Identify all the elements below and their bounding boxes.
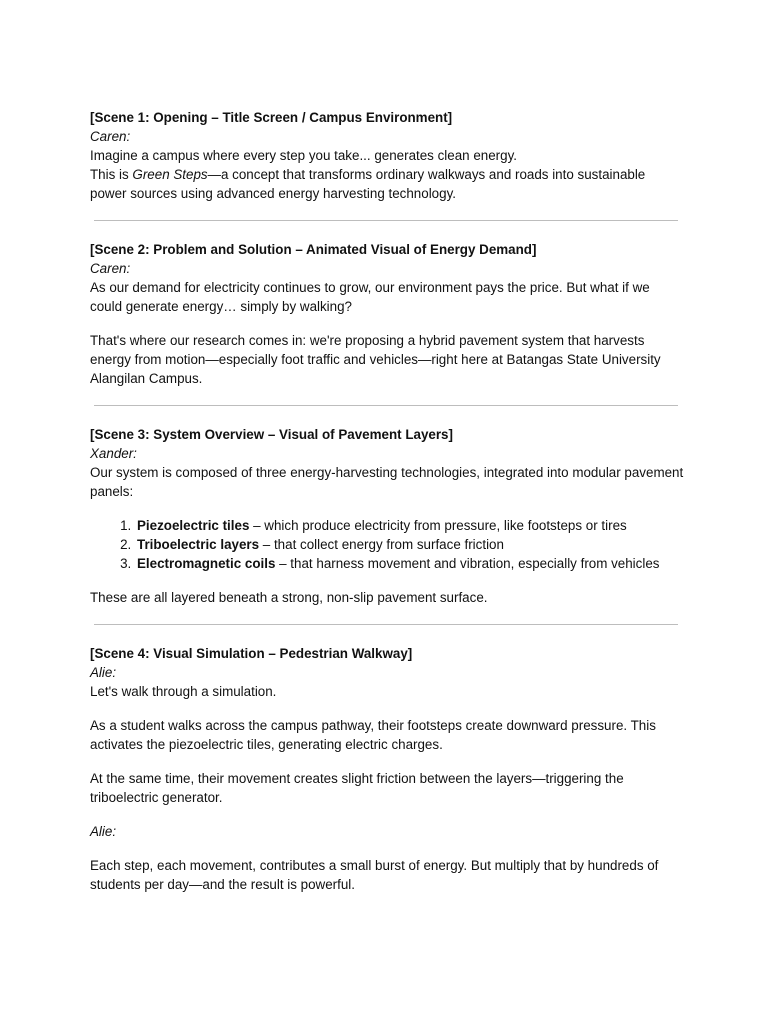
scene-1-speaker: Caren: xyxy=(90,129,131,144)
section-divider xyxy=(94,405,678,406)
list-item xyxy=(135,516,684,535)
scene-3-paragraph-2: These are all layered beneath a strong, non-slip pavement surface. xyxy=(90,590,488,605)
list-item-description: – which produce electricity from pressure, like footsteps or tires xyxy=(249,518,627,533)
scene-1-line-1: Imagine a campus where every step you take... generates clean energy. xyxy=(90,148,518,163)
scene-4-paragraph-4: Each step, each movement, contributes a small burst of energy. But multiply that by hundreds of students per day—and the result is powerful. xyxy=(90,858,659,892)
scene-1-concept-name: Green Steps xyxy=(132,167,208,182)
scene-3-heading: [Scene 3: System Overview – Visual of Pavement Layers] xyxy=(90,427,453,442)
scene-3-speaker: Xander: xyxy=(90,446,137,461)
scene-4-speaker: Alie: xyxy=(90,665,117,680)
scene-2 xyxy=(90,240,684,388)
scene-1-line-2-pre: This is xyxy=(90,167,133,182)
list-item xyxy=(135,535,684,554)
scene-3-paragraph-1: Our system is composed of three energy-harvesting technologies, integrated into modular pavement panels: xyxy=(90,465,684,499)
scene-2-paragraph-1: As our demand for electricity continues to grow, our environment pays the price. But what if we could generate energy… simply by walking? xyxy=(90,280,650,314)
list-item-term: Triboelectric layers xyxy=(137,537,260,552)
scene-1-line-2 xyxy=(90,165,684,203)
section-divider xyxy=(94,220,678,221)
list-item-term: Electromagnetic coils xyxy=(137,556,276,571)
list-item-description: – that harness movement and vibration, especially from vehicles xyxy=(275,556,660,571)
list-item-term: Piezoelectric tiles xyxy=(137,518,250,533)
scene-4-speaker-2: Alie: xyxy=(90,824,117,839)
scene-4-paragraph-1: Let's walk through a simulation. xyxy=(90,684,277,699)
scene-4-paragraph-2: As a student walks across the campus pathway, their footsteps create downward pressure. This activates the piezoelectric tiles, generating electric charges. xyxy=(90,718,656,752)
technology-list xyxy=(90,516,684,573)
section-divider xyxy=(94,624,678,625)
scene-1-heading: [Scene 1: Opening – Title Screen / Campus Environment] xyxy=(90,110,453,125)
scene-4 xyxy=(90,644,684,894)
scene-2-paragraph-2: That's where our research comes in: we're proposing a hybrid pavement system that harvests energy from motion—especially foot traffic and vehicles—right here at Batangas State University Alangilan Campus. xyxy=(90,333,661,386)
scene-4-heading: [Scene 4: Visual Simulation – Pedestrian Walkway] xyxy=(90,646,413,661)
list-item xyxy=(135,554,684,573)
scene-2-heading: [Scene 2: Problem and Solution – Animated Visual of Energy Demand] xyxy=(90,242,537,257)
scene-2-speaker: Caren: xyxy=(90,261,131,276)
scene-1 xyxy=(90,108,684,203)
list-item-description: – that collect energy from surface friction xyxy=(259,537,504,552)
scene-4-paragraph-3: At the same time, their movement creates slight friction between the layers—triggering the triboelectric generator. xyxy=(90,771,624,805)
scene-1-line-2-post: —a concept that transforms ordinary walkways and roads into sustainable power sources using advanced energy harvesting technology. xyxy=(90,167,646,201)
scene-3 xyxy=(90,425,684,607)
